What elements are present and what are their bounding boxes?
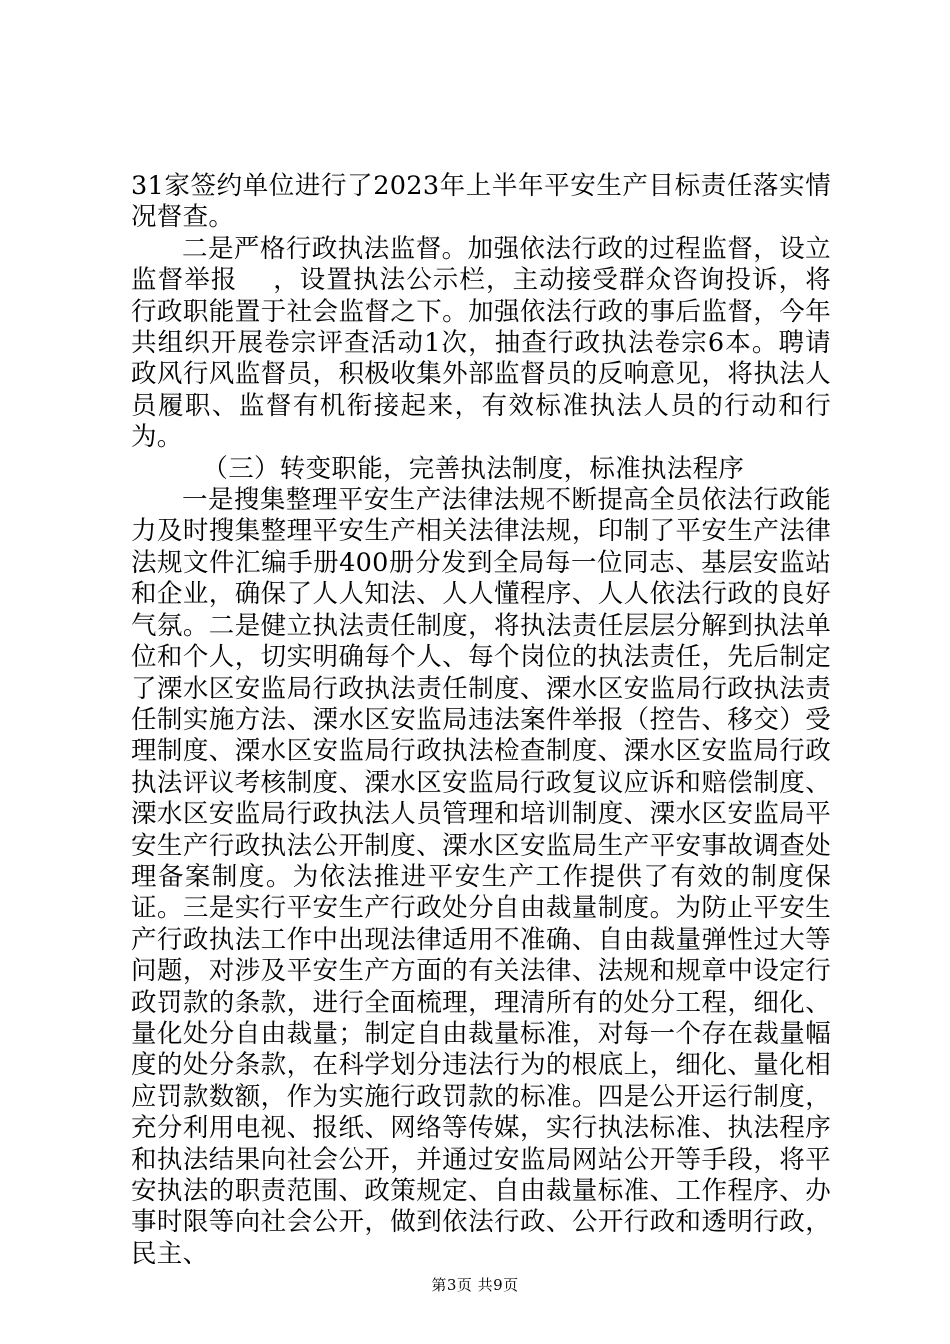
paragraph-regulations: 一是搜集整理平安生产法律法规不断提高全员依法行政能力及时搜集整理平安生产相关法律法规，印制了平安生产法律法规文件汇编手册400册分发到全局每一位同志、基层安监站和企业，确保了人人知法、人人懂程序、人人依法行政的良好气氛。二是健立执法责任制度，将执法责任层层分解到执法单位和个人，切实明确每个人、每个岗位的执法责任，先后制定了溧水区安监局行政执法责任制度、溧水区安监局行政执法责任制实施方法、溧水区安监局违法案件举报（控告、移交）受理制度、溧水区安监局行政执法检查制度、溧水区安监局行政执法评议考核制度、溧水区安监局行政复议应诉和赔偿制度、溧水区安监局行政执法人员管理和培训制度、溧水区安监局平安生产行政执法公开制度、溧水区安监局生产平安事故调查处理备案制度。为依法推进平安生产工作提供了有效的制度保证。三是实行平安生产行政处分自由裁量制度。为防止平安生产行政执法工作中出现法律适用不准确、自由裁量弹性过大等问题，对涉及平安生产方面的有关法律、法规和规章中设定行政罚款的条款，进行全面梳理，理清所有的处分工程，细化、量化处分自由裁量；制定自由裁量标准，对每一个存在裁量幅度的处分条款，在科学划分违法行为的根底上，细化、量化相应罚款数额，作为实施行政罚款的标准。四是公开运行制度，充分利用电视、报纸、网络等传媒，实行执法标准、执法程序和执法结果向社会公开，并通过安监局网站公开等手段，将平安执法的职责范围、政策规定、自由裁量标准、工作程序、办事时限等向社会公开，做到依法行政、公开行政和透明行政，民主、 bbox=[131, 485, 831, 1269]
page-footer bbox=[0, 1274, 950, 1295]
page-number: 第3页 共9页 bbox=[431, 1276, 519, 1294]
paragraph-continuation: 31家签约单位进行了2023年上半年平安生产目标责任落实情况督查。 bbox=[131, 171, 831, 233]
document-body bbox=[131, 171, 831, 1270]
paragraph-supervision: 二是严格行政执法监督。加强依法行政的过程监督，设立监督举报 ，设置执法公示栏，主动接受群众咨询投诉，将行政职能置于社会监督之下。加强依法行政的事后监督，今年共组织开展卷宗评查活动1次，抽查行政执法卷宗6本。聘请政风行风监督员，积极收集外部监督员的反响意见，将执法人员履职、监督有机衔接起来，有效标准执法人员的行动和行为。 bbox=[131, 233, 831, 453]
section-heading: （三）转变职能，完善执法制度，标准执法程序 bbox=[202, 453, 745, 484]
